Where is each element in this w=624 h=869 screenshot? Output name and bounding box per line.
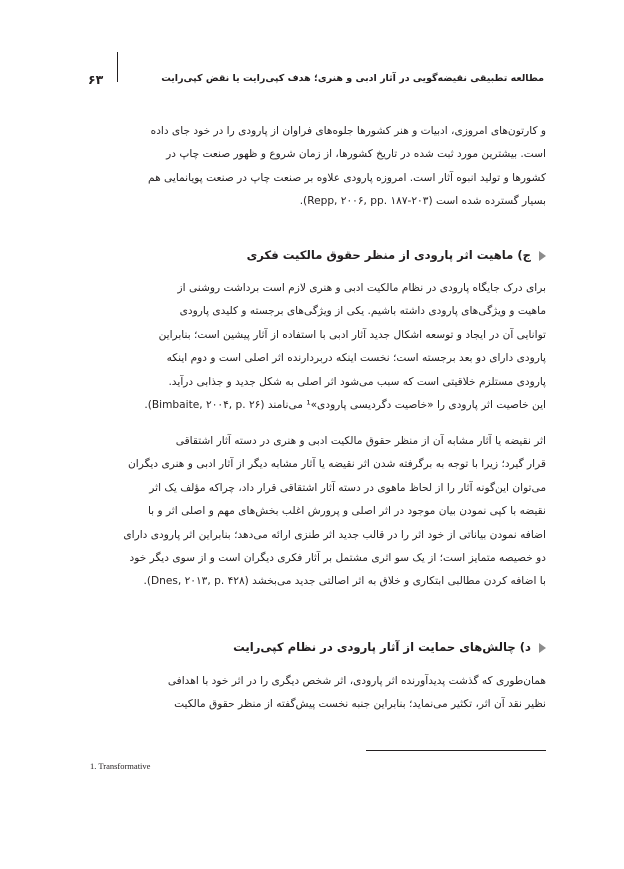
text-line: توانایی آن در ایجاد و توسعه اشکال جدید آثار ادبی با استفاده از آثار پیشین است؛ بنابراین — [158, 328, 546, 341]
footnote-divider — [366, 750, 546, 751]
text-line: برای درک جایگاه پارودی در نظام مالکیت ادبی و هنری لازم است برداشت روشنی از — [177, 282, 546, 294]
section-d-heading — [86, 640, 546, 654]
text-line: نقیضه با کپی نمودن بیان موجود در اثر اصلی و پرورش اغلب بخش‌های مهم و اصلی اثر و با — [147, 505, 546, 518]
text-line: ماهیت و ویژگی‌های پارودی داشته باشیم. یکی از ویژگی‌های برجسته و کلیدی پارودی — [179, 305, 546, 318]
text-line: همان‌طوری که گذشت پدیدآورنده اثر پارودی، اثر شخص دیگری را در اثر خود با اهدافی — [167, 675, 546, 687]
text-line: دو خصیصه متمایز است؛ از یک سو اثری مشتمل بر آثار فکری دیگران است و از سوی دیگر خود — [129, 552, 546, 565]
text-line: است. بیشترین مورد ثبت شده در تاریخ کشورها، از زمان شروع و ظهور صنعت چاپ در — [166, 148, 546, 161]
intro-paragraph — [86, 120, 546, 214]
text-line: می‌توان این‌گونه آثار را از لحاظ ماهوی در دسته آثار اشتقاقی قرار داد، چراکه مؤلف یک اثر — [149, 481, 546, 494]
text-line: پارودی مستلزم خلاقیتی است که سبب می‌شود اثر اصلی به شکل جدید و جذابی درآید. — [168, 375, 546, 388]
text-line: با اضافه کردن مطالبی ابتکاری و خلاق به اثر اصالتی جدید می‌بخشد (Dnes, ۲۰۱۳, p. ۴۲۸). — [143, 575, 546, 588]
text-line: اضافه نمودن بیاناتی از خود اثر را در قالب جدید اثر طنزی ارائه می‌دهد؛ بنابراین اثر پارودی دارای — [123, 528, 546, 541]
running-title: مطالعه تطبیقی نقیضه‌گویی در آثار ادبی و هنری؛ هدف کپی‌رایت یا نقض کپی‌رایت — [161, 73, 544, 84]
section-d-paragraph-1 — [86, 670, 546, 717]
section-marker-icon — [539, 251, 546, 261]
text-line: و کارتون‌های امروزی، ادبیات و هنر کشورها جلوه‌های فراوان از پارودی را در خود جای داده — [150, 125, 546, 137]
page-number: ۶۳ — [88, 72, 104, 87]
section-marker-icon — [539, 643, 546, 653]
footnote: 1. Transformative — [90, 761, 151, 771]
page-header — [88, 66, 544, 106]
text-line: نظیر نقد آن اثر، تکثیر می‌نماید؛ بنابراین جنبه نخست پیش‌گفته از منظر حقوق مالکیت — [174, 698, 546, 711]
section-c-paragraph-1 — [86, 277, 546, 417]
text-line: کشورها و تولید انبوه آثار است. امروزه پارودی علاوه بر صنعت چاپ در صنعت پویانمایی هم — [148, 171, 546, 184]
text-line: قرار گیرد؛ زیرا با توجه به برگرفته شدن اثر نقیضه یا آثار مشابه دیگر از آثار ادبی و هنری دیگران — [128, 458, 546, 471]
text-line: بسیار گسترده شده است (Repp, ۲۰۰۶, pp. ۱۸۷-۲۰۳). — [299, 195, 546, 208]
section-d-heading-text: د) چالش‌های حمایت از آثار پارودی در نظام کپی‌رایت — [233, 640, 531, 654]
text-line: این خاصیت اثر پارودی را «خاصیت دگردیسی پارودی»¹ می‌نامند (Bimbaite, ۲۰۰۴, p. ۲۶). — [144, 399, 546, 412]
section-c-heading-text: ج) ماهیت اثر پارودی از منظر حقوق مالکیت فکری — [246, 248, 531, 262]
text-line: اثر نقیضه یا آثار مشابه آن از منظر حقوق مالکیت ادبی و هنری در دسته آثار اشتقاقی — [175, 435, 546, 447]
section-c-heading — [86, 248, 546, 262]
section-c-paragraph-2 — [86, 430, 546, 594]
text-line: پارودی دارای دو بعد برجسته است؛ نخست اینکه دربردارنده اثر اصلی است و دوم اینکه — [166, 352, 546, 365]
header-divider — [117, 52, 118, 82]
